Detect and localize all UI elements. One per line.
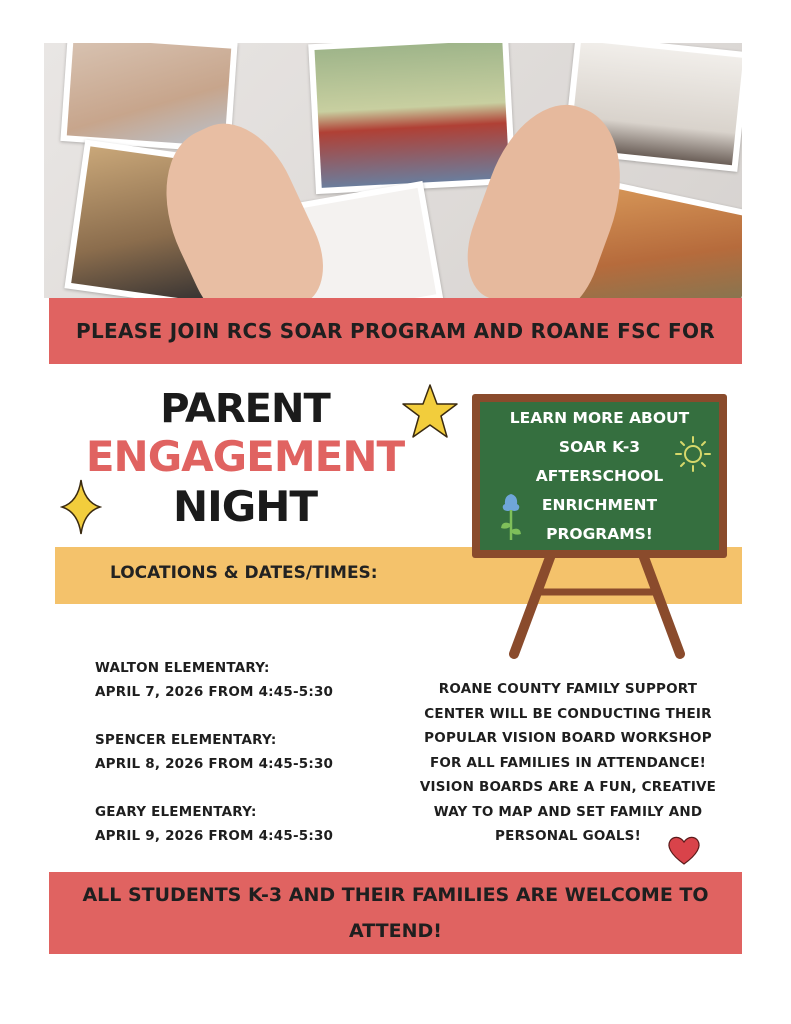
chalkboard-line: ENRICHMENT <box>541 495 658 514</box>
star-icon <box>400 382 460 444</box>
welcome-banner <box>49 872 742 954</box>
description-line: CENTER WILL BE CONDUCTING THEIR <box>424 705 712 722</box>
description-line: ROANE COUNTY FAMILY SUPPORT <box>438 681 698 697</box>
list-item <box>95 656 395 704</box>
description-line: WAY TO MAP AND SET FAMILY AND <box>433 803 703 820</box>
school-name: GEARY ELEMENTARY: <box>95 804 257 820</box>
list-item <box>95 728 395 776</box>
list-item <box>95 800 395 848</box>
school-name: SPENCER ELEMENTARY: <box>95 732 277 748</box>
description-line: VISION BOARDS ARE A FUN, CREATIVE <box>419 779 717 795</box>
sun-icon <box>672 434 714 474</box>
chalkboard-line: PROGRAMS! <box>546 524 653 543</box>
event-datetime: APRIL 9, 2026 FROM 4:45-5:30 <box>95 828 334 844</box>
locations-heading: LOCATIONS & DATES/TIMES: <box>110 563 378 583</box>
heart-icon <box>666 834 702 866</box>
invite-text: PLEASE JOIN RCS SOAR PROGRAM AND ROANE FSC FOR <box>76 319 715 343</box>
photo-children <box>308 43 516 194</box>
header-photo-collage <box>44 43 742 298</box>
chalkboard-line: SOAR K-3 <box>558 437 641 456</box>
event-datetime: APRIL 8, 2026 FROM 4:45-5:30 <box>95 756 334 772</box>
flower-icon <box>496 490 526 542</box>
school-name: WALTON ELEMENTARY: <box>95 660 270 676</box>
vision-board-description <box>418 677 718 849</box>
title-engagement: ENGAGEMENT <box>85 432 405 481</box>
description-line: PERSONAL GOALS! <box>495 828 641 844</box>
title-parent: PARENT <box>160 386 330 432</box>
chalkboard-line: AFTERSCHOOL <box>535 466 664 485</box>
schedule-list <box>95 656 395 872</box>
welcome-text: ALL STUDENTS K-3 AND THEIR FAMILIES ARE WELCOME TO ATTEND! <box>82 884 709 942</box>
easel-stand <box>492 552 702 662</box>
description-line: POPULAR VISION BOARD WORKSHOP <box>424 730 712 746</box>
title-night: NIGHT <box>172 482 318 531</box>
event-datetime: APRIL 7, 2026 FROM 4:45-5:30 <box>95 684 334 700</box>
chalkboard-line: LEARN MORE ABOUT <box>509 408 690 427</box>
sparkle-icon <box>60 478 102 536</box>
invite-banner <box>49 298 742 364</box>
description-line: FOR ALL FAMILIES IN ATTENDANCE! <box>429 754 707 771</box>
